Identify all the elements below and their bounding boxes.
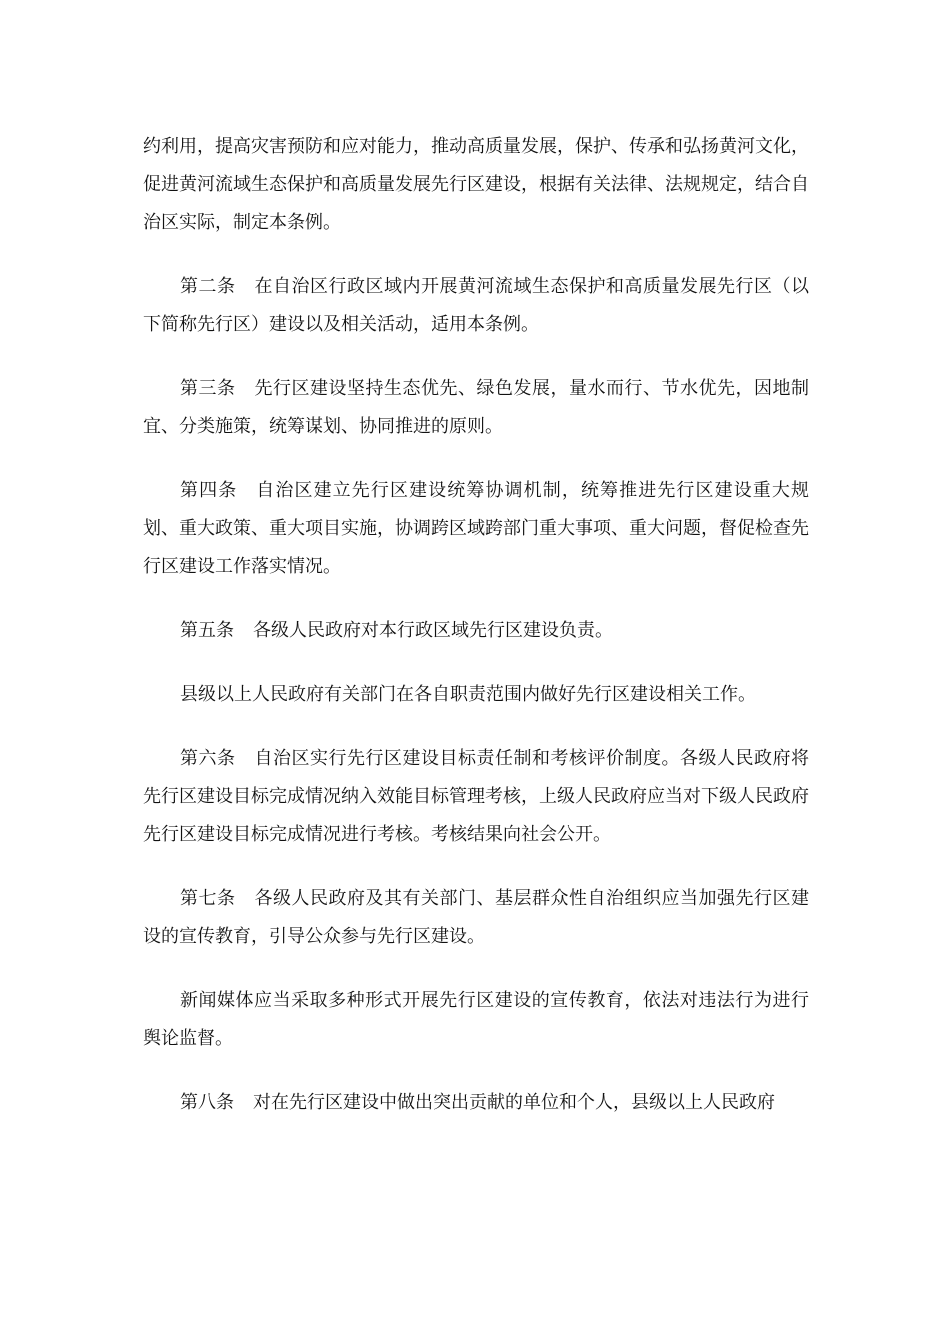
article-number: 第五条 (180, 620, 234, 641)
article-text: 自治区建立先行区建设统筹协调机制，统筹推进先行区建设重大规划、重大政策、重大项目实施，协调跨区域跨部门重大事项、重大问题，督促检查先行区建设工作落实情况。 (143, 480, 810, 577)
article-number: 第三条 (180, 378, 236, 399)
article-4 (143, 472, 809, 586)
article-number: 第四条 (180, 480, 238, 501)
article-number: 第七条 (180, 888, 236, 909)
article-text: 先行区建设坚持生态优先、绿色发展，量水而行、节水优先，因地制宜、分类施策，统筹谋划、协同推进的原则。 (143, 378, 809, 437)
paragraph-text: 约利用，提高灾害预防和应对能力，推动高质量发展，保护、传承和弘扬黄河文化，促进黄河流域生态保护和高质量发展先行区建设，根据有关法律、法规规定，结合自治区实际，制定本条例。 (143, 136, 809, 233)
article-text: 对在先行区建设中做出突出贡献的单位和个人，县级以上人民政府 (253, 1092, 775, 1113)
article-2 (143, 268, 809, 344)
article-5 (143, 612, 809, 650)
article-7-paragraph-2 (143, 982, 809, 1058)
article-text: 在自治区行政区域内开展黄河流域生态保护和高质量发展先行区（以下简称先行区）建设以及相关活动，适用本条例。 (143, 276, 809, 335)
article-number: 第六条 (180, 748, 236, 769)
document-body (143, 128, 809, 1148)
article-8 (143, 1084, 809, 1122)
article-3 (143, 370, 809, 446)
article-7 (143, 880, 809, 956)
paragraph-text: 县级以上人民政府有关部门在各自职责范围内做好先行区建设相关工作。 (180, 684, 756, 705)
article-5-paragraph-2 (143, 676, 809, 714)
article-text: 各级人民政府对本行政区域先行区建设负责。 (253, 620, 613, 641)
article-number: 第八条 (180, 1092, 234, 1113)
article-number: 第二条 (180, 276, 236, 297)
article-text: 各级人民政府及其有关部门、基层群众性自治组织应当加强先行区建设的宣传教育，引导公众参与先行区建设。 (143, 888, 809, 947)
article-6 (143, 740, 809, 854)
paragraph-text: 新闻媒体应当采取多种形式开展先行区建设的宣传教育，依法对违法行为进行舆论监督。 (143, 990, 809, 1049)
paragraph-preamble-continuation (143, 128, 809, 242)
article-text: 自治区实行先行区建设目标责任制和考核评价制度。各级人民政府将先行区建设目标完成情况纳入效能目标管理考核，上级人民政府应当对下级人民政府先行区建设目标完成情况进行考核。考核结果向社会公开。 (143, 748, 809, 845)
